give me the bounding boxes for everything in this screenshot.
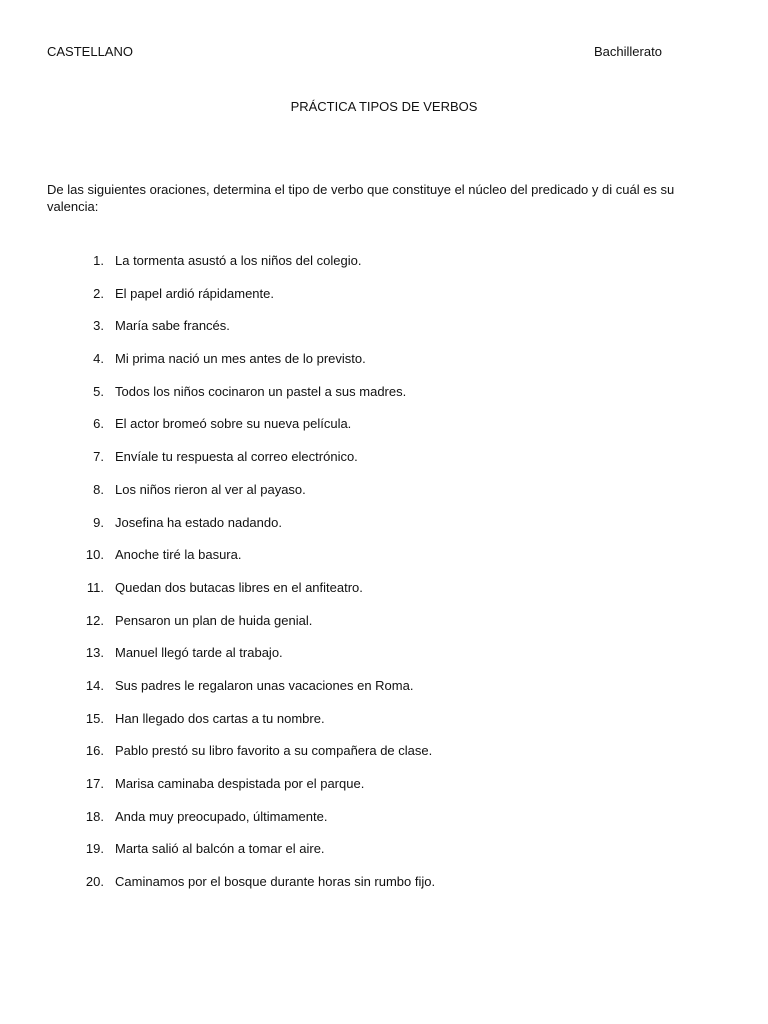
item-number: 14. [85,677,104,693]
item-sentence: Sus padres le regalaron unas vacaciones en Roma. [115,677,414,693]
list-item [47,841,697,874]
list-item [47,809,697,842]
level-label: Bachillerato [594,44,662,59]
item-number: 2. [93,285,104,301]
item-sentence: María sabe francés. [115,318,230,334]
item-sentence: Han llegado dos cartas a tu nombre. [115,710,325,726]
item-number: 1. [93,253,104,268]
subject-label: CASTELLANO [47,44,133,59]
item-number: 9. [93,514,104,530]
item-number: 8. [93,481,104,497]
list-item [47,645,697,678]
item-number: 16. [85,743,104,759]
item-sentence: Caminamos por el bosque durante horas sin rumbo fijo. [115,874,436,890]
list-item [47,351,697,384]
item-sentence: Manuel llegó tarde al trabajo. [115,645,283,661]
list-item [47,580,697,613]
list-item [47,711,697,744]
item-number: 3. [93,318,104,334]
item-number: 4. [93,351,104,367]
item-sentence: Quedan dos butacas libres en el anfiteatro. [115,579,363,595]
item-number: 7. [93,449,104,465]
item-sentence: Mi prima nació un mes antes de lo previsto. [115,351,366,367]
list-item [47,449,697,482]
item-sentence: Envíale tu respuesta al correo electrónico. [115,449,358,465]
item-number: 6. [93,416,104,432]
item-number: 17. [85,776,104,791]
list-item [47,384,697,417]
item-sentence: La tormenta asustó a los niños del colegio. [115,253,362,268]
item-number: 12. [85,612,104,628]
list-item [47,318,697,351]
item-sentence: Marisa caminaba despistada por el parque. [115,776,365,791]
list-item [47,743,697,776]
list-item [47,776,697,809]
list-item [47,286,697,319]
exercise-list [47,253,697,907]
instructions-paragraph: De las siguientes oraciones, determina el tipo de verbo que constituye el núcleo del predicado y di cuál es su valencia: [47,182,675,214]
item-number: 18. [85,808,104,824]
list-item [47,515,697,548]
item-number: 11. [86,579,104,595]
item-number: 19. [85,841,104,857]
page-title: PRÁCTICA TIPOS DE VERBOS [290,99,478,114]
item-sentence: El actor bromeó sobre su nueva película. [115,416,352,432]
list-item [47,874,697,907]
list-item [47,482,697,515]
list-item [47,253,697,286]
list-item [47,613,697,646]
item-sentence: Los niños rieron al ver al payaso. [115,481,306,497]
list-item [47,678,697,711]
item-sentence: Anda muy preocupado, últimamente. [115,808,328,824]
item-number: 10. [85,547,104,563]
list-item [47,416,697,449]
item-number: 20. [85,874,104,890]
item-sentence: Pensaron un plan de huida genial. [115,612,313,628]
item-sentence: Josefina ha estado nadando. [115,514,282,530]
item-number: 15. [85,710,104,726]
item-number: 13. [85,645,104,661]
item-sentence: Pablo prestó su libro favorito a su compañera de clase. [115,743,433,759]
item-sentence: Marta salió al balcón a tomar el aire. [115,841,325,857]
item-sentence: El papel ardió rápidamente. [115,285,274,301]
list-item [47,547,697,580]
item-sentence: Anoche tiré la basura. [115,547,242,563]
item-sentence: Todos los niños cocinaron un pastel a sus madres. [115,383,407,399]
item-number: 5. [93,383,104,399]
